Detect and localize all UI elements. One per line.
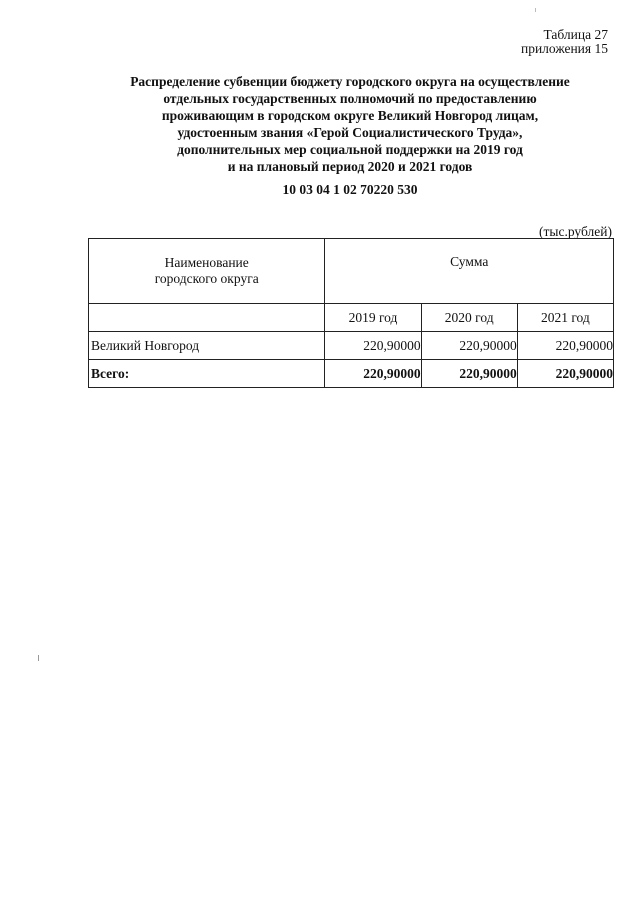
year-header: 2019 год xyxy=(325,304,421,332)
title-line: Распределение субвенции бюджету городского округа на осуществление xyxy=(130,74,570,89)
table-reference xyxy=(521,28,608,56)
row-value: 220,90000 xyxy=(325,332,421,360)
total-value: 220,90000 xyxy=(517,360,613,388)
empty-cell xyxy=(89,304,325,332)
total-value: 220,90000 xyxy=(325,360,421,388)
column-header-sum: Сумма xyxy=(325,239,614,304)
year-header: 2021 год xyxy=(517,304,613,332)
header-name-line2: городского округа xyxy=(154,271,259,286)
budget-classification-code: 10 03 04 1 02 70220 530 xyxy=(282,182,418,197)
total-value: 220,90000 xyxy=(421,360,517,388)
table-total-row xyxy=(89,360,614,388)
table-number: Таблица 27 xyxy=(543,27,608,42)
table-years-row xyxy=(89,304,614,332)
year-header: 2020 год xyxy=(421,304,517,332)
document-title xyxy=(60,73,640,175)
appendix-number: приложения 15 xyxy=(520,41,608,56)
row-name: Великий Новгород xyxy=(89,332,325,360)
row-value: 220,90000 xyxy=(421,332,517,360)
title-line: проживающим в городском округе Великий Новгород лицам, xyxy=(161,108,539,123)
title-line: удостоенным звания «Герой Социалистического Труда», xyxy=(177,125,523,140)
row-value: 220,90000 xyxy=(517,332,613,360)
scan-mark xyxy=(535,8,536,12)
title-line: отдельных государственных полномочий по предоставлению xyxy=(163,91,537,106)
title-line: дополнительных мер социальной поддержки на 2019 год xyxy=(177,142,523,157)
table-header-row xyxy=(89,239,614,304)
column-header-name xyxy=(89,239,325,304)
header-name-line1: Наименование xyxy=(164,255,249,270)
scan-mark xyxy=(38,655,39,661)
title-line: и на плановый период 2020 и 2021 годов xyxy=(227,159,473,174)
unit-label: (тыс.рублей) xyxy=(539,224,612,239)
table-row xyxy=(89,332,614,360)
subsidy-table xyxy=(88,238,614,388)
total-label: Всего: xyxy=(89,360,325,388)
